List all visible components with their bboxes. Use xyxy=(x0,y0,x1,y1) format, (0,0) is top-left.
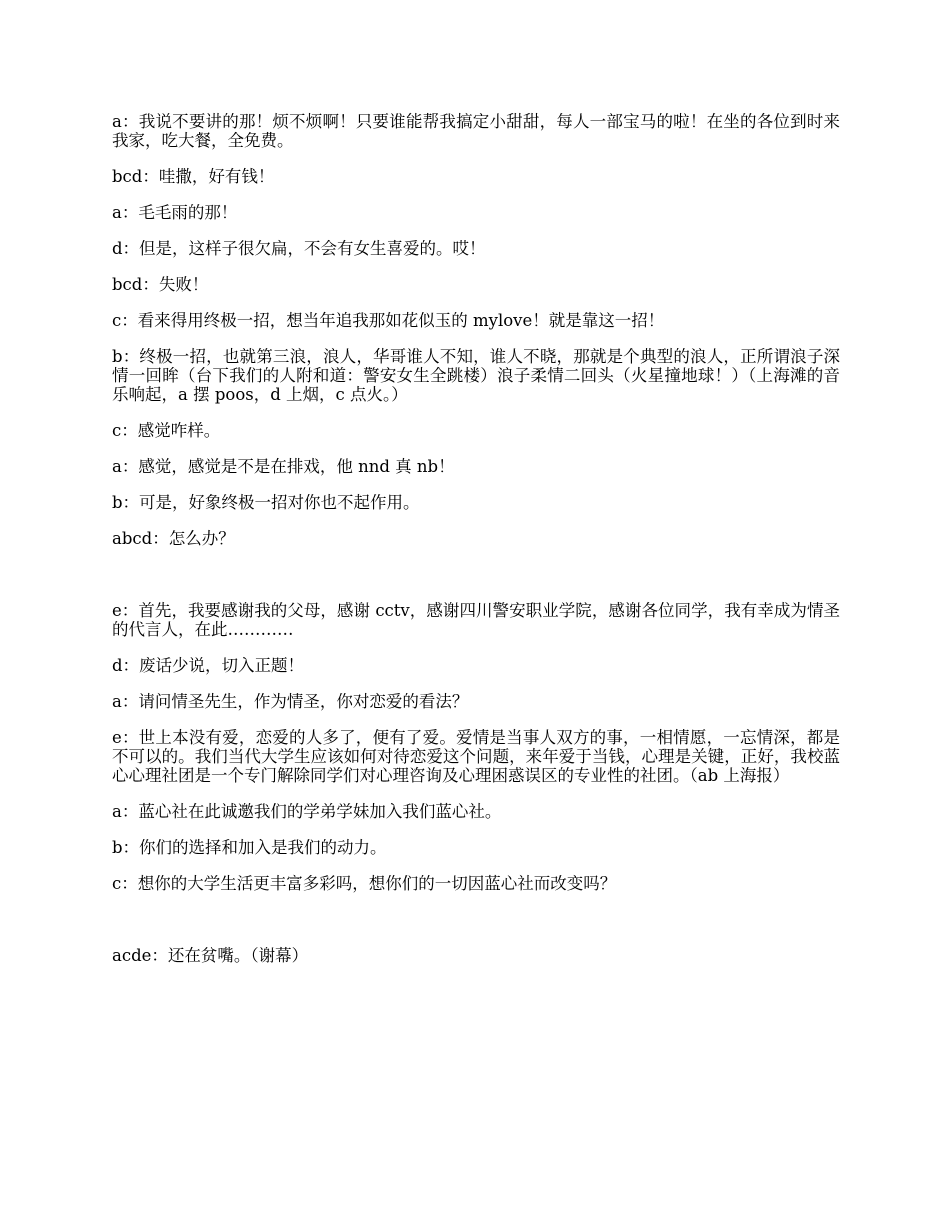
dialogue-line: b：你们的选择和加入是我们的动力。 xyxy=(112,838,387,857)
dialogue-line: e：世上本没有爱，恋爱的人多了，便有了爱。爱情是当事人双方的事，一相情愿，一忘情深，都是不可以的。我们当代大学生应该如何对待恋爱这个问题，来年爱于当钱，心理是关键，正好，我校蓝心心理社团是一个专门解除同学们对心理咨询及心理困惑误区的专业性的社团。（ab 上海报） xyxy=(112,728,840,785)
dialogue-line: a：我说不要讲的那！烦不烦啊！只要谁能帮我搞定小甜甜，每人一部宝马的啦！在坐的各位到时来我家，吃大餐，全免费。 xyxy=(112,112,840,150)
dialogue-line: a：蓝心社在此诚邀我们的学弟学妹加入我们蓝心社。 xyxy=(112,802,502,821)
dialogue-line: b：终极一招，也就第三浪，浪人，华哥谁人不知，谁人不晓，那就是个典型的浪人，正所谓浪子深情一回眸（台下我们的人附和道：警安女生全跳楼）浪子柔情二回头（火星撞地球！）（上海滩的音乐响起，a 摆 poos，d 上烟，c 点火。） xyxy=(112,347,840,404)
dialogue-line: c：感觉咋样。 xyxy=(112,421,221,440)
dialogue-line: abcd：怎么办？ xyxy=(112,529,235,548)
dialogue-line: bcd：失败！ xyxy=(112,275,209,294)
section-spacer xyxy=(112,565,840,601)
dialogue-line: a：毛毛雨的那！ xyxy=(112,203,238,222)
dialogue-line: e：首先，我要感谢我的父母，感谢 cctv，感谢四川警安职业学院，感谢各位同学，我有幸成为情圣的代言人，在此………… xyxy=(112,601,840,639)
dialogue-line: acde：还在贫嘴。（谢幕） xyxy=(112,946,309,965)
section-spacer xyxy=(112,910,840,946)
dialogue-line: d：废话少说，切入正题！ xyxy=(112,656,305,675)
document-page xyxy=(112,112,840,982)
dialogue-line: c：看来得用终极一招，想当年追我那如花似玉的 mylove！就是靠这一招！ xyxy=(112,311,665,330)
dialogue-line: d：但是，这样子很欠扁，不会有女生喜爱的。哎！ xyxy=(112,239,486,258)
dialogue-line: b：可是，好象终极一招对你也不起作用。 xyxy=(112,493,420,512)
dialogue-line: a：感觉，感觉是不是在排戏，他 nnd 真 nb！ xyxy=(112,457,455,476)
dialogue-line: c：想你的大学生活更丰富多彩吗，想你们的一切因蓝心社而改变吗？ xyxy=(112,874,617,893)
dialogue-line: a：请问情圣先生，作为情圣，你对恋爱的看法？ xyxy=(112,692,469,711)
dialogue-line: bcd：哇撒，好有钱！ xyxy=(112,167,275,186)
